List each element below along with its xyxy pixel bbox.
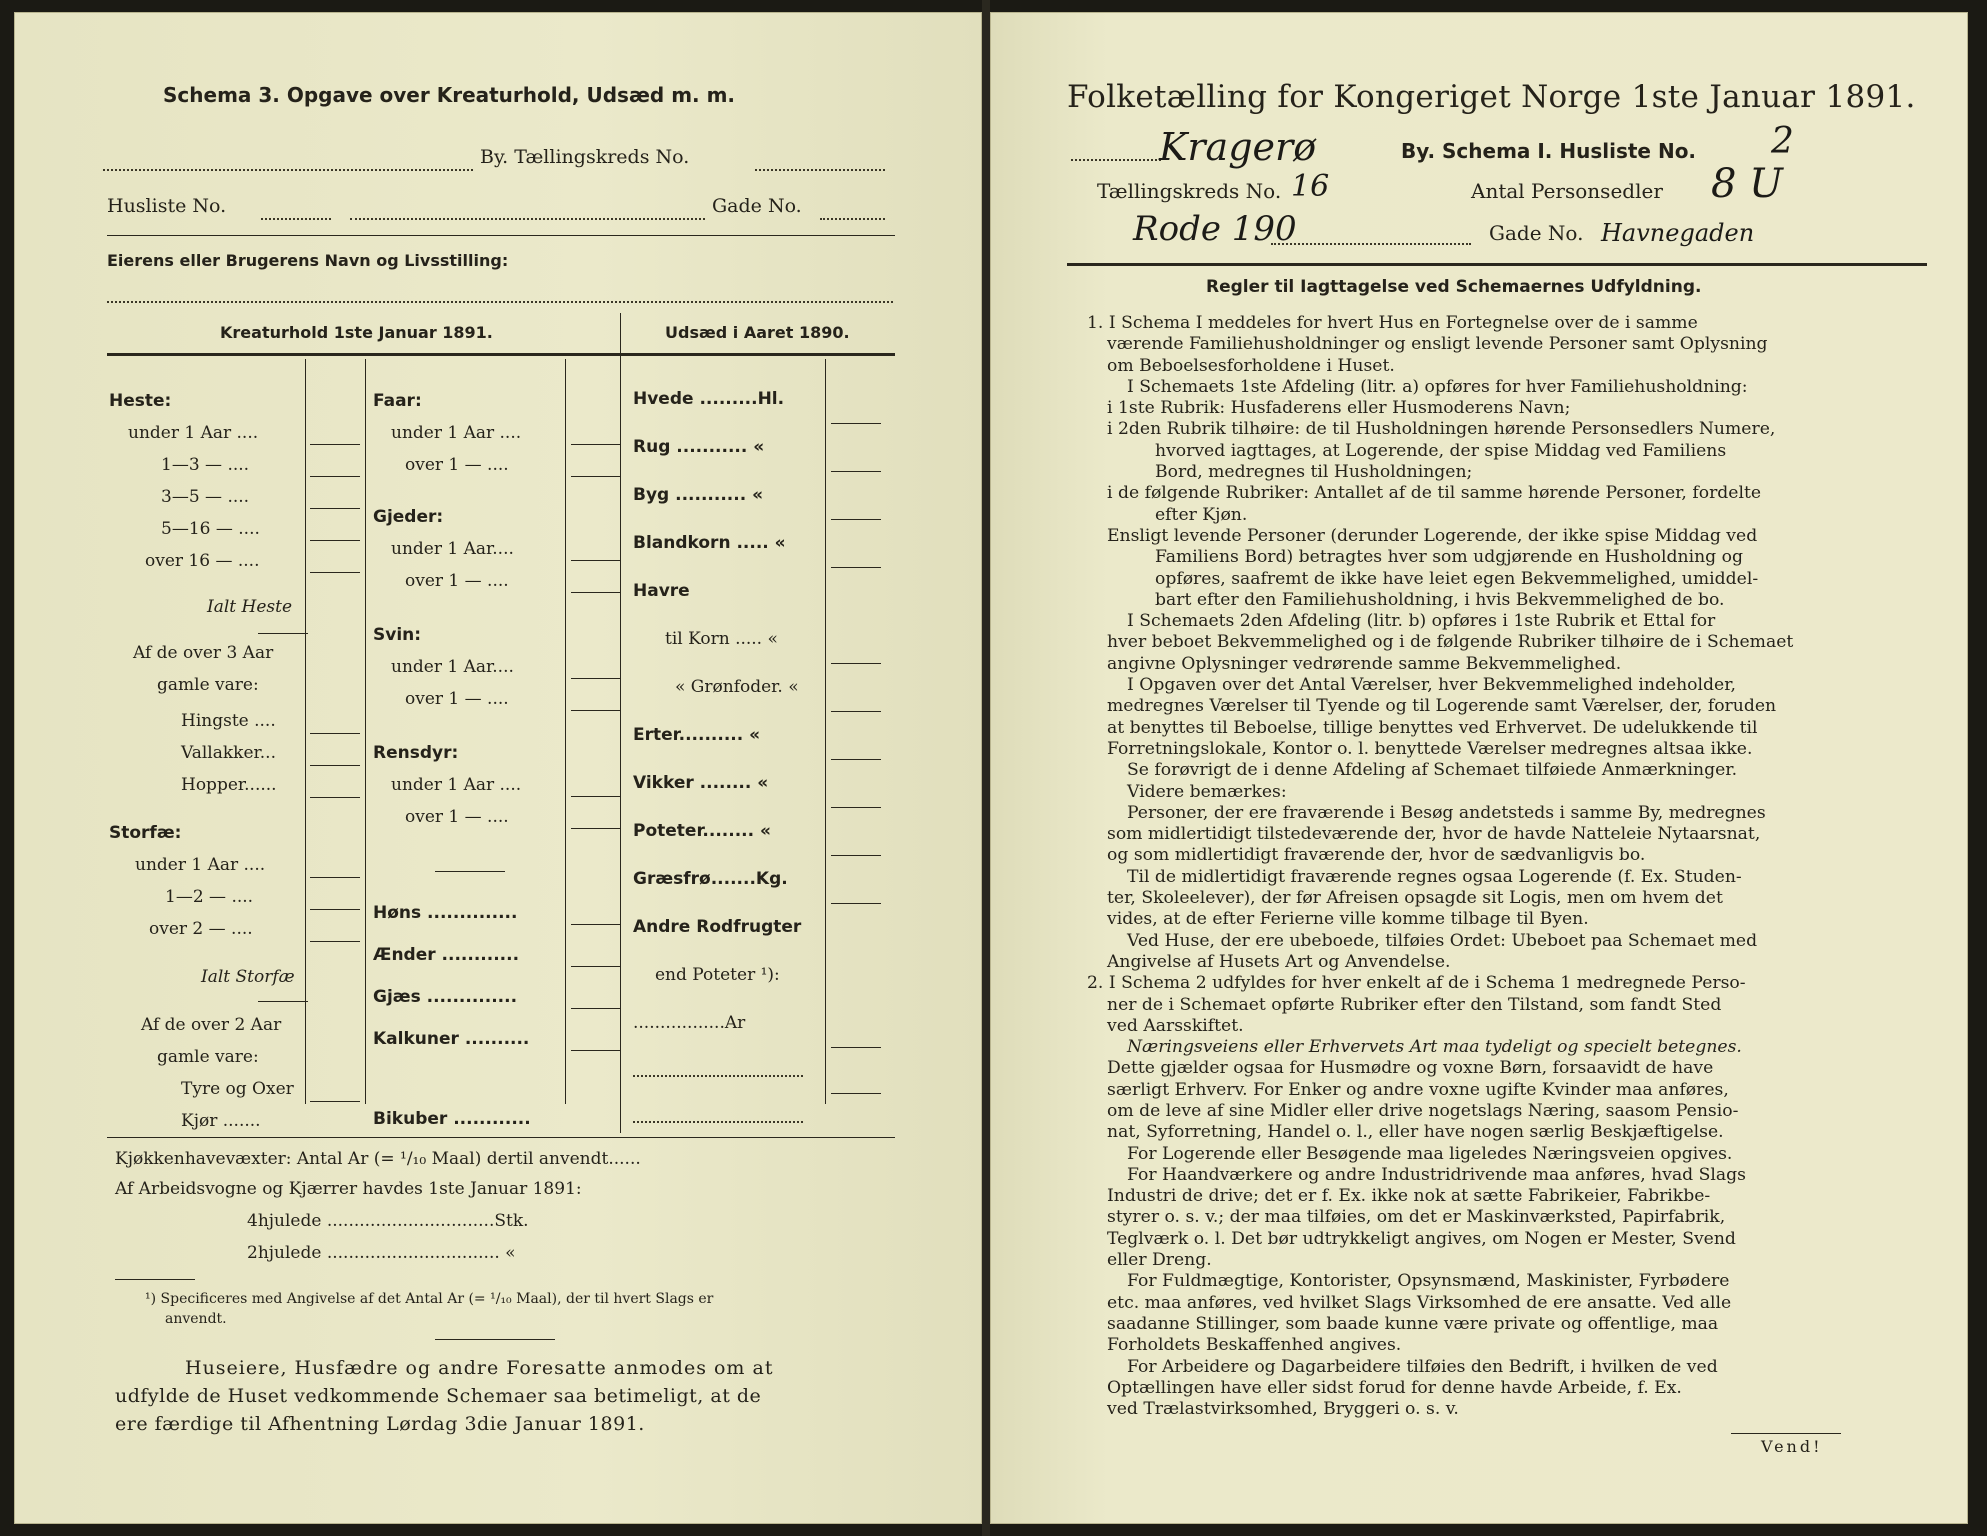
rule-line: værende Familiehusholdninger og ensligt levende Personer samt Oplysning xyxy=(1107,334,1768,355)
heste-row: under 1 Aar .... xyxy=(128,423,259,443)
handwritten-kreds: 16 xyxy=(1291,169,1330,204)
af-over3-line1: Af de over 3 Aar xyxy=(133,643,274,663)
storfae-kind: Tyre og Oxer xyxy=(181,1079,294,1099)
handwritten-town: Kragerø xyxy=(1159,125,1317,169)
rule-line: særligt Erhverv. For Enker og andre voxne ugifte Kvinder maa anføres, xyxy=(1107,1079,1729,1100)
rule-line: For Arbeidere og Dagarbeidere tilføies den Bedrift, i hvilken de ved xyxy=(1127,1356,1718,1377)
entry-cell[interactable] xyxy=(571,924,621,925)
rule-line: Personer, der ere fraværende i Besøg andetsteds i samme By, medregnes xyxy=(1127,802,1766,823)
heste-row: 3—5 — .... xyxy=(161,487,250,507)
hjulede2-line: 2hjulede ................................ « xyxy=(247,1243,516,1263)
entry-cell[interactable] xyxy=(831,423,881,424)
storfae-row: over 2 — .... xyxy=(149,919,253,939)
crop-gronfoder: « Grønfoder. « xyxy=(675,677,799,697)
entry-cell[interactable] xyxy=(258,1001,308,1002)
divider xyxy=(107,235,895,236)
rule-line: hvorved iagttages, at Logerende, der spise Middag ved Familiens xyxy=(1155,440,1727,461)
antal-personsedler-label: Antal Personsedler xyxy=(1471,179,1663,203)
kjokkenhave-line: Kjøkkenhavevæxter: Antal Ar (= ¹/₁₀ Maal) dertil anvendt...... xyxy=(115,1149,641,1169)
footnote-cont: anvendt. xyxy=(165,1311,227,1327)
heste-row: 1—3 — .... xyxy=(161,455,250,475)
rule-line: Ensligt levende Personer (derunder Logerende, der ikke spise Middag ved xyxy=(1107,525,1758,546)
husliste-field[interactable] xyxy=(261,218,331,220)
rule-line: 1. I Schema I meddeles for hvert Hus en Fortegnelse over de i samme xyxy=(1087,313,1698,333)
closing-line: udfylde de Huset vedkommende Schemaer saa betimeligt, at de xyxy=(115,1385,762,1407)
entry-cell[interactable] xyxy=(571,796,621,797)
entry-cell[interactable] xyxy=(831,1093,881,1094)
table-header-rule xyxy=(107,353,895,356)
crop-poteter: Poteter........ « xyxy=(633,821,771,841)
crop-extra-field[interactable] xyxy=(633,1121,803,1123)
gjeder-row: under 1 Aar.... xyxy=(391,539,514,559)
faar-row: under 1 Aar .... xyxy=(391,423,522,443)
col-rule xyxy=(365,359,366,1104)
entry-cell[interactable] xyxy=(571,966,621,967)
table-bottom-rule xyxy=(107,1137,895,1138)
rule-line: i de følgende Rubriker: Antallet af de til samme hørende Personer, fordelte xyxy=(1107,483,1762,504)
entry-cell[interactable] xyxy=(310,508,360,509)
crop-til-korn: til Korn ..... « xyxy=(665,629,778,649)
rule-line: hver beboet Bekvemmelighed og i de følgende Rubriker tilhøire de i Schemaet xyxy=(1107,632,1794,653)
entry-cell[interactable] xyxy=(571,678,621,679)
rule-line: vides, at de efter Ferierne ville komme tilbage til Byen. xyxy=(1107,909,1589,930)
poultry-row: Høns .............. xyxy=(373,903,518,923)
entry-cell[interactable] xyxy=(571,444,621,445)
rule-line: bart efter den Familiehusholdning, i hvis Bekvemmelighed de bo. xyxy=(1155,589,1725,610)
entry-cell[interactable] xyxy=(571,476,621,477)
rule-line: Familiens Bord) betragtes hver som udgjørende en Husholdning og xyxy=(1155,547,1743,568)
rule-line: medregnes Værelser til Tyende og til Logerende samt Værelser, der, foruden xyxy=(1107,696,1777,717)
entry-cell[interactable] xyxy=(571,1050,621,1051)
entry-cell[interactable] xyxy=(310,476,360,477)
ialt-storfae: Ialt Storfæ xyxy=(201,967,295,987)
gade-label: Gade No. xyxy=(712,195,802,217)
poultry-row: Kalkuner .......... xyxy=(373,1029,530,1049)
rule-line: ter, Skoleelever), der før Afreisen opsagde sit Logis, men om hvem det xyxy=(1107,888,1723,909)
book-gutter xyxy=(982,0,990,1536)
rule-line: i 2den Rubrik tilhøire: de til Husholdningen hørende Personsedlers Numere, xyxy=(1107,419,1776,440)
poultry-row: Ænder ............ xyxy=(373,945,520,965)
entry-cell[interactable] xyxy=(571,560,621,561)
right-page xyxy=(990,12,1968,1524)
rule-line: eller Dreng. xyxy=(1107,1250,1212,1271)
storfae-row: under 1 Aar .... xyxy=(135,855,266,875)
udsaed-title: Udsæd i Aaret 1890. xyxy=(665,323,850,342)
entry-cell[interactable] xyxy=(571,1008,621,1009)
owner-field[interactable] xyxy=(107,301,893,303)
handwritten-gade: Havnegaden xyxy=(1601,219,1755,247)
entry-cell[interactable] xyxy=(831,759,881,760)
rule-line: Næringsveiens eller Erhvervets Art maa tydeligt og specielt betegnes. xyxy=(1127,1037,1742,1058)
rule-line: Industri de drive; det er f. Ex. ikke nok at sætte Fabrikeier, Fabrikbe- xyxy=(1107,1186,1711,1207)
taellingskreds-label: Tællingskreds No. xyxy=(1097,179,1282,203)
entry-cell[interactable] xyxy=(310,1101,360,1102)
entry-cell[interactable] xyxy=(571,710,621,711)
crop-ar-line: .................Ar xyxy=(633,1013,746,1033)
col-rule xyxy=(565,359,566,1104)
closing-line: Huseiere, Husfædre og andre Foresatte anmodes om at xyxy=(185,1357,774,1379)
col-rule xyxy=(825,359,826,1104)
rule-line: styrer o. s. v.; der maa tilføies, om det er Maskinværksted, Papirfabrik, xyxy=(1107,1207,1726,1228)
rule-line: opføres, saafremt de ikke have leiet egen Bekvemmelighed, umiddel- xyxy=(1155,568,1759,589)
divider xyxy=(435,871,505,872)
storfae-row: 1—2 — .... xyxy=(165,887,254,907)
crop-end-poteter: end Poteter ¹): xyxy=(655,965,780,985)
ialt-heste: Ialt Heste xyxy=(207,597,293,617)
crop-rug: Rug ........... « xyxy=(633,437,765,457)
rensdyr-heading: Rensdyr: xyxy=(373,743,459,763)
crop-blandkorn: Blandkorn ..... « xyxy=(633,533,786,553)
udsaed-divider xyxy=(620,313,621,1133)
rode-field[interactable] xyxy=(1271,243,1471,245)
entry-cell[interactable] xyxy=(310,572,360,573)
rule-line: saadanne Stillinger, som baade kunne være private og offentlige, maa xyxy=(1107,1313,1719,1334)
rule-line: om de leve af sine Midler eller drive nogetslags Næring, saasom Pensio- xyxy=(1107,1100,1739,1121)
rule-line: Ved Huse, der ere ubeboede, tilføies Ordet: Ubeboet paa Schemaet med xyxy=(1127,930,1758,951)
rule-line: som midlertidigt tilstedeværende der, hvor de havde Natteleie Nytaarsnat, xyxy=(1107,824,1761,845)
entry-cell[interactable] xyxy=(310,540,360,541)
header-rule xyxy=(1067,263,1927,266)
gjeder-heading: Gjeder: xyxy=(373,507,444,527)
rule-line: ner de i Schemaet opførte Rubriker efter den Tilstand, som fandt Sted xyxy=(1107,994,1722,1015)
rule-line: om Beboelsesforholdene i Huset. xyxy=(1107,355,1395,376)
poultry-row: Gjæs .............. xyxy=(373,987,518,1007)
entry-cell[interactable] xyxy=(831,519,881,520)
svin-heading: Svin: xyxy=(373,625,422,645)
crop-havre: Havre xyxy=(633,581,690,601)
gade-no-field[interactable] xyxy=(820,218,885,220)
entry-cell[interactable] xyxy=(310,909,360,910)
heste-row: over 16 — .... xyxy=(145,551,260,571)
af-over2-line1: Af de over 2 Aar xyxy=(141,1015,282,1035)
crop-extra-field[interactable] xyxy=(633,1075,803,1077)
rule-line: Teglværk o. l. Det bør udtrykkeligt angives, om Nogen er Mester, Svend xyxy=(1107,1228,1736,1249)
storfae-kind: Kjør ....... xyxy=(181,1111,261,1131)
gade-label: Gade No. xyxy=(1489,221,1584,245)
rule-line: Angivelse af Husets Art og Anvendelse. xyxy=(1107,951,1451,972)
rule-line: Dette gjælder ogsaa for Husmødre og voxne Børn, forsaavidt de have xyxy=(1107,1058,1714,1079)
rules-text xyxy=(1063,313,1923,1420)
crop-andre-rodfrugter: Andre Rodfrugter xyxy=(633,917,802,937)
divider xyxy=(115,1279,195,1280)
rule-line: Forretningslokale, Kontor o. l. benyttede Værelser medregnes altsaa ikke. xyxy=(1107,738,1753,759)
left-page xyxy=(14,12,982,1524)
rule-line: For Logerende eller Besøgende maa ligeledes Næringsveien opgives. xyxy=(1127,1143,1733,1164)
entry-cell[interactable] xyxy=(831,663,881,664)
heste-kind: Vallakker... xyxy=(181,743,276,763)
gjeder-row: over 1 — .... xyxy=(405,571,509,591)
rule-line: Optællingen have eller sidst forud for denne havde Arbeide, f. Ex. xyxy=(1107,1377,1682,1398)
heste-kind: Hingste .... xyxy=(181,711,276,731)
rule-line: 2. I Schema 2 udfyldes for hver enkelt af de i Schema 1 medregnede Perso- xyxy=(1087,973,1746,994)
gade-name-field[interactable] xyxy=(350,218,705,220)
heste-heading: Heste: xyxy=(109,391,172,411)
crop-vikker: Vikker ........ « xyxy=(633,773,769,793)
schema3-title: Schema 3. Opgave over Kreaturhold, Udsæd m. m. xyxy=(163,83,736,107)
storfae-heading: Storfæ: xyxy=(109,823,182,843)
rule-line: ved Trælastvirksomhed, Bryggeri o. s. v. xyxy=(1107,1399,1459,1420)
entry-cell[interactable] xyxy=(831,471,881,472)
by-label: By. Tællingskreds No. xyxy=(480,146,690,168)
rule-line: For Haandværkere og andre Industridrivende maa anføres, hvad Slags xyxy=(1127,1164,1746,1185)
handwritten-husliste: 2 xyxy=(1771,121,1794,162)
entry-cell[interactable] xyxy=(310,765,360,766)
entry-cell[interactable] xyxy=(831,567,881,568)
handwritten-antal: 8 U xyxy=(1711,161,1783,207)
rule-line: at benyttes til Beboelse, tillige benyttes ved Erhvervet. De udelukkende til xyxy=(1107,717,1758,738)
entry-cell[interactable] xyxy=(831,903,881,904)
divider xyxy=(435,1339,555,1340)
handwritten-rode: Rode 190 xyxy=(1133,209,1297,249)
rule-line: Til de midlertidigt fraværende regnes ogsaa Logerende (f. Ex. Studen- xyxy=(1127,866,1742,887)
poultry-row: Bikuber ............ xyxy=(373,1109,531,1129)
rule-line: Se forøvrigt de i denne Afdeling af Schemaet tilføiede Anmærkninger. xyxy=(1127,760,1738,781)
owner-label: Eierens eller Brugerens Navn og Livsstilling: xyxy=(107,251,509,270)
arbeidsvogne-line: Af Arbeidsvogne og Kjærrer havdes 1ste Januar 1891: xyxy=(115,1179,582,1199)
rule-line: Videre bemærkes: xyxy=(1127,781,1287,802)
faar-row: over 1 — .... xyxy=(405,455,509,475)
hjulede4-line: 4hjulede ...............................Stk. xyxy=(247,1211,529,1231)
heste-row: 5—16 — .... xyxy=(161,519,260,539)
heste-kind: Hopper...... xyxy=(181,775,277,795)
footnote: ¹) Specificeres med Angivelse af det Antal Ar (= ¹/₁₀ Maal), der til hvert Slags er xyxy=(145,1291,714,1307)
crop-graesfro: Græsfrø.......Kg. xyxy=(633,869,788,889)
af-over3-line2: gamle vare: xyxy=(157,675,259,695)
rules-title: Regler til Iagttagelse ved Schemaernes Udfyldning. xyxy=(1206,277,1702,297)
af-over2-line2: gamle vare: xyxy=(157,1047,259,1067)
svin-row: under 1 Aar.... xyxy=(391,657,514,677)
rensdyr-row: under 1 Aar .... xyxy=(391,775,522,795)
entry-cell[interactable] xyxy=(310,797,360,798)
faar-heading: Faar: xyxy=(373,391,422,411)
kreaturhold-title: Kreaturhold 1ste Januar 1891. xyxy=(220,323,493,342)
rule-line: og som midlertidigt fraværende der, hvor de sædvanligvis bo. xyxy=(1107,845,1646,866)
husliste-label: Husliste No. xyxy=(107,195,227,217)
entry-cell[interactable] xyxy=(831,807,881,808)
entry-cell[interactable] xyxy=(571,828,621,829)
by-field[interactable] xyxy=(1071,159,1161,161)
rule-line: angivne Oplysninger vedrørende samme Bekvemmelighed. xyxy=(1107,653,1622,674)
rule-line: I Schemaets 1ste Afdeling (litr. a) opføres for hver Familiehusholdning: xyxy=(1127,376,1748,397)
crop-hvede: Hvede .........Hl. xyxy=(633,389,785,409)
divider xyxy=(1731,1433,1841,1434)
entry-cell[interactable] xyxy=(310,941,360,942)
entry-cell[interactable] xyxy=(310,733,360,734)
entry-cell[interactable] xyxy=(310,877,360,878)
rule-line: Bord, medregnes til Husholdningen; xyxy=(1155,462,1473,483)
entry-cell[interactable] xyxy=(258,633,308,634)
closing-line: ere færdige til Afhentning Lørdag 3die Januar 1891. xyxy=(115,1413,645,1435)
entry-cell[interactable] xyxy=(831,1047,881,1048)
entry-cell[interactable] xyxy=(831,855,881,856)
rule-line: I Opgaven over det Antal Værelser, hver Bekvemmelighed indeholder, xyxy=(1127,675,1736,696)
svin-row: over 1 — .... xyxy=(405,689,509,709)
rule-line: ved Aarsskiftet. xyxy=(1107,1015,1244,1036)
entry-cell[interactable] xyxy=(310,444,360,445)
rensdyr-row: over 1 — .... xyxy=(405,807,509,827)
census-title: Folketælling for Kongeriget Norge 1ste Januar 1891. xyxy=(1067,79,1916,115)
rule-line: efter Kjøn. xyxy=(1155,504,1248,525)
rule-line: I Schemaets 2den Afdeling (litr. b) opføres i 1ste Rubrik et Ettal for xyxy=(1127,611,1716,632)
entry-cell[interactable] xyxy=(831,711,881,712)
crop-erter: Erter.......... « xyxy=(633,725,761,745)
col-rule xyxy=(305,359,306,1104)
rule-line: For Fuldmægtige, Kontorister, Opsynsmænd, Maskinister, Fyrbødere xyxy=(1127,1271,1730,1292)
vend-label: Vend! xyxy=(1761,1437,1823,1456)
taellingskreds-field[interactable] xyxy=(755,169,885,171)
entry-cell[interactable] xyxy=(571,592,621,593)
crop-byg: Byg ........... « xyxy=(633,485,764,505)
rule-line: Forholdets Beskaffenhed angives. xyxy=(1107,1335,1402,1356)
rule-line: nat, Syforretning, Handel o. l., eller have nogen særlig Beskjæftigelse. xyxy=(1107,1122,1724,1143)
rule-line: etc. maa anføres, ved hvilket Slags Virksomhed de ere ansatte. Ved alle xyxy=(1107,1292,1732,1313)
schema1-header: By. Schema I. Husliste No. xyxy=(1401,139,1697,163)
rule-line: i 1ste Rubrik: Husfaderens eller Husmoderens Navn; xyxy=(1107,398,1571,419)
by-field[interactable] xyxy=(103,169,473,171)
